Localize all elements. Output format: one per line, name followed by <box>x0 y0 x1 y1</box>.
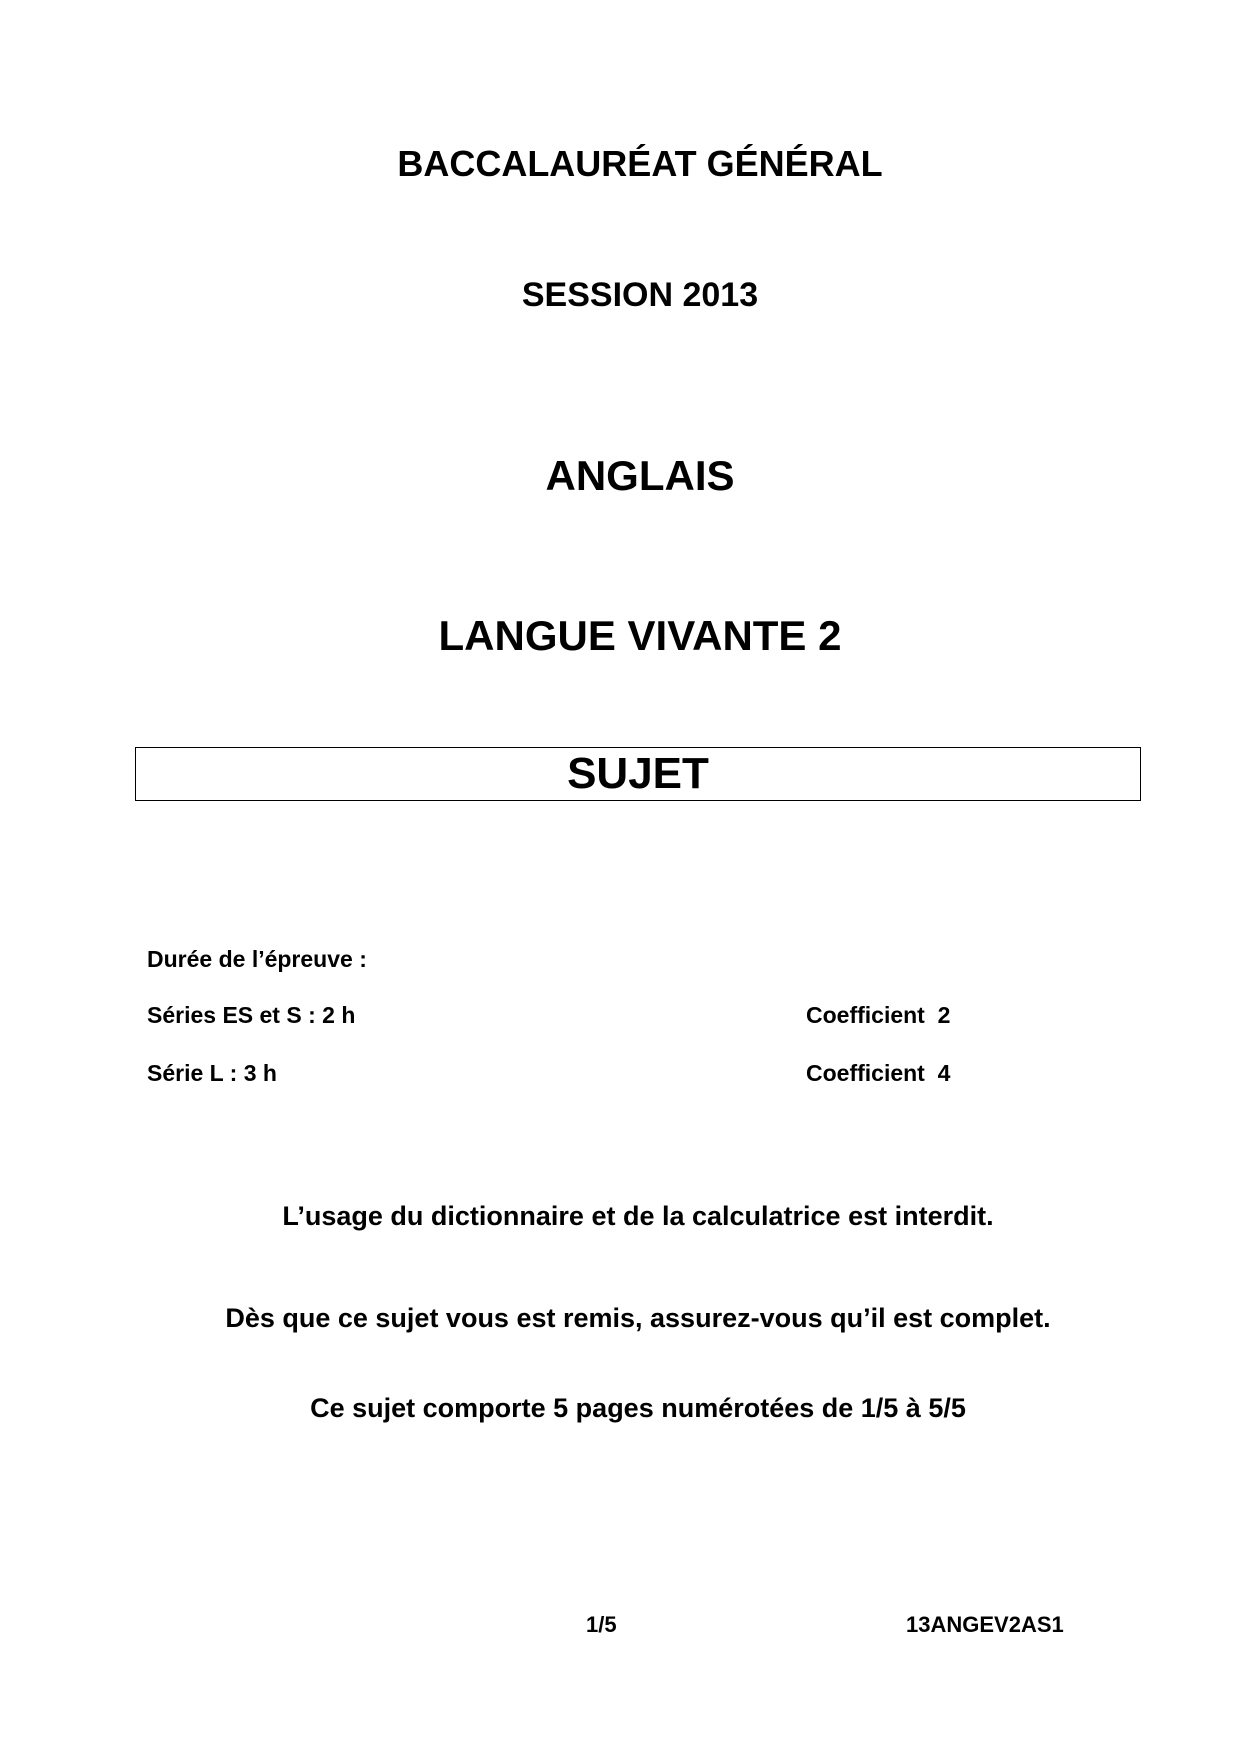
instruction-dictionary: L’usage du dictionnaire et de la calculatrice est interdit. <box>282 1201 994 1231</box>
sujet-box <box>135 747 1141 801</box>
subject-level: LANGUE VIVANTE 2 <box>438 612 842 659</box>
exam-title: BACCALAURÉAT GÉNÉRAL <box>397 143 883 184</box>
instruction-check-complete: Dès que ce sujet vous est remis, assurez-vous qu’il est complet. <box>225 1303 1051 1333</box>
series-l-duration: Série L : 3 h <box>147 1060 277 1086</box>
instruction-page-count: Ce sujet comporte 5 pages numérotées de 1/5 à 5/5 <box>310 1393 966 1423</box>
subject-name: ANGLAIS <box>545 452 735 499</box>
duration-label: Durée de l’épreuve : <box>147 946 367 972</box>
page-number: 1/5 <box>586 1612 617 1637</box>
series-l-coefficient: Coefficient 4 <box>806 1060 951 1086</box>
series-es-s-coefficient: Coefficient 2 <box>806 1002 951 1028</box>
document-code: 13ANGEV2AS1 <box>906 1612 1064 1637</box>
exam-session: SESSION 2013 <box>521 276 759 314</box>
series-es-s-duration: Séries ES et S : 2 h <box>147 1002 356 1028</box>
sujet-label: SUJET <box>567 749 709 798</box>
